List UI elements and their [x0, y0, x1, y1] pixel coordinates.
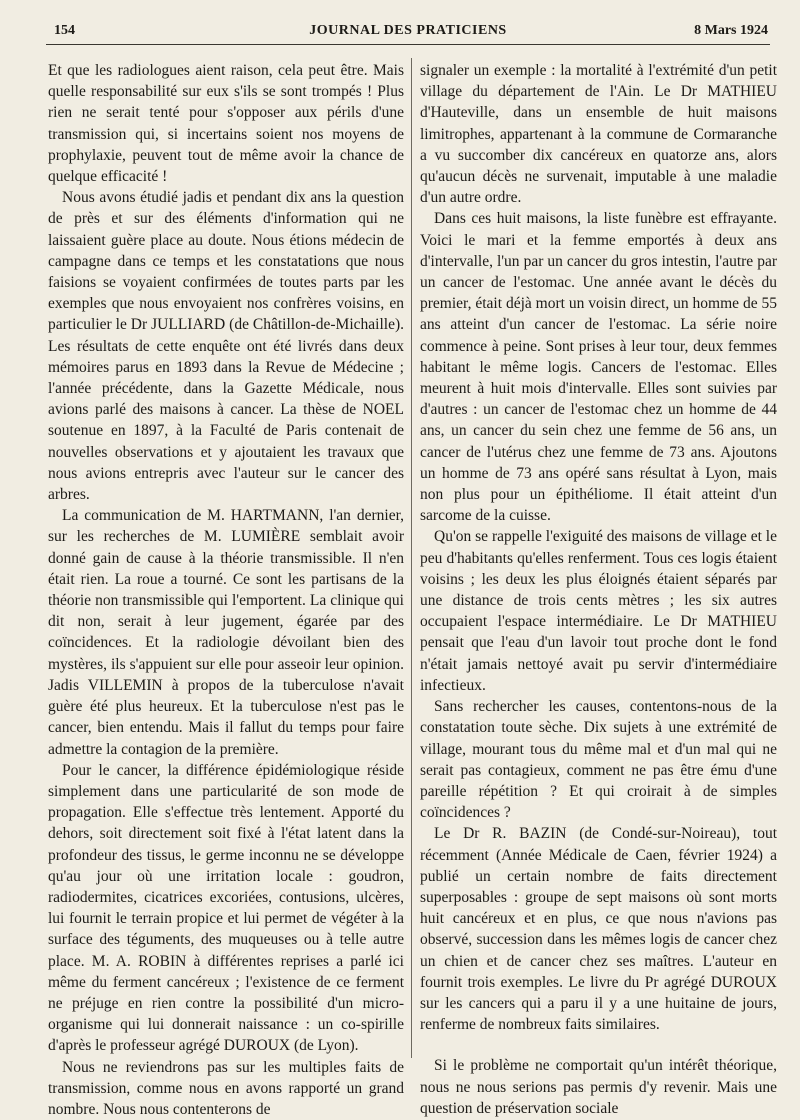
left-column: [48, 60, 404, 1118]
paragraph: Nous ne reviendrons pas sur les multiples faits de transmission, comme nous en avons rapporté un grand nombre. Nous nous contenterons de: [48, 1058, 404, 1118]
paragraph: Nous avons étudié jadis et pendant dix ans la question de près et sur des éléments d'information qui ne laissaient guère place au doute. Nous étions médecin de campagne dans ce temps et les constatations que nous faisions se voyaient confirmées de toutes parts par les exemples que nous envoyaient nos confrères voisins, en particulier le Dr JULLIARD (de Châtillon-de-Michaille). Les résultats de cette enquête ont été livrés dans deux mémoires parus en 1893 dans la Revue de Médecine ; l'année précédente, dans la Gazette Médicale, nous avions parlé des maisons à cancer. La thèse de NOEL soutenue en 1897, à la Faculté de Paris contenait de nouvelles observations et y ajoutaient les travaux que nous avions entrepris avec l'auteur sur le cancer des arbres.: [48, 189, 404, 504]
paragraph: Pour le cancer, la différence épidémiologique réside simplement dans une particularité de son mode de propagation. Elle s'effectue très lentement. Apporté du dehors, soit directement soit fixé à l'état latent dans la profondeur des tissus, le germe inconnu ne se développe qu'au jour où une irritation locale : goudron, radiodermites, cicatrices excoriées, contusions, ulcères, lui fournit le terrain propice et lui permet de végéter à la surface des téguments, des muqueuses ou à telle autre place. M. A. ROBIN à différentes reprises a parlé ici même du ferment cancéreux ; l'existence de ce ferment ne préjuge en rien contre la possibilité d'un micro-organisme qui lui donnerait naissance : un co-spirille d'après le professeur agrégé DUROUX (de Lyon).: [48, 761, 404, 1055]
paragraph: Dans ces huit maisons, la liste funèbre est effrayante. Voici le mari et la femme emportés à deux ans d'intervalle, l'un par un cancer du gros intestin, l'autre par un cancer de l'estomac. Une année avant le décès du premier, était déjà mort un voisin direct, un homme de 55 ans atteint d'un cancer de l'estomac. La série noire commence à peine. Sont prises à leur tour, deux femmes habitant le même logis. Cancers de l'estomac. Elles meurent à huit mois d'intervalle. Elles sont suivies par d'autres : un cancer de l'estomac chez un homme de 44 ans, un cancer du sein chez une femme de 56 ans, un cancer de l'utérus chez une femme de 73 ans. Ajoutons un homme de 73 ans opéré sans résultat à Lyon, mais non plus pour un épithéliome. Il était atteint d'un sarcome de la cuisse.: [420, 210, 777, 525]
journal-title: JOURNAL DES PRATICIENS: [309, 23, 507, 38]
column-divider: [411, 58, 412, 1058]
paragraph: Sans rechercher les causes, contentons-nous de la constatation toute sèche. Dix sujets à une extrémité de village, mourant tous du même mal et d'un mal qui ne serait pas contagieux, comment ne pas être ému d'une pareille répétition ? Et qui croirait à de simples coïncidences ?: [420, 698, 777, 822]
paragraph: signaler un exemple : la mortalité à l'extrémité d'un petit village du département de l'Ain. Le Dr MATHIEU d'Hauteville, dans un ensemble de huit maisons limitrophes, appartenant à la commune de Cormaranche a vu succomber dix cancéreux en quatorze ans, alors qu'aucun décès ne survenait, imputable à une maladie d'un autre ordre.: [420, 62, 777, 207]
paragraph: Et que les radiologues aient raison, cela peut être. Mais quelle responsabilité sur eux s'ils se sont trompés ! Plus rien ne serait tenté pour s'opposer aux périls d'une transmission qui, si incertains soient nos moyens de prophylaxie, peuvent tout de même avoir la chance de quelque efficacité !: [48, 62, 404, 186]
page-header: [46, 20, 770, 45]
page-number: 154: [54, 23, 75, 38]
paragraph: Qu'on se rappelle l'exiguité des maisons de village et le peu d'habitants qu'elles renferment. Tous ces logis étaient voisins ; les deux les plus éloignés étaient séparés par une distance de trois cents mètres ; les six autres occupaient l'espace intermédiaire. Le Dr MATHIEU pensait que l'eau d'un lavoir tout proche dont le fond n'était jamais nettoyé avait pu servir d'intermédiaire infectieux.: [420, 528, 777, 694]
right-column: [420, 60, 777, 1117]
issue-date: 8 Mars 1924: [694, 23, 768, 38]
paragraph: Le Dr R. BAZIN (de Condé-sur-Noireau), tout récemment (Année Médicale de Caen, février 1924) a publié un certain nombre de faits directement superposables : groupe de sept maisons où sont morts huit cancéreux et en plus, ce que nous n'avions pas observé, succession dans les mêmes logis de cancer chez un chien et de cancer chez ses maîtres. L'auteur en fournit trois exemples. Le livre du Pr agrégé DUROUX sur les cancers qui a paru il y a une huitaine de jours, renferme de nombreux faits similaires.: [420, 825, 777, 1034]
paragraph: La communication de M. HARTMANN, l'an dernier, sur les recherches de M. LUMIÈRE semblait avoir donné gain de cause à la théorie transmissible. Il n'en était rien. La roue a tourné. Ce sont les partisans de la théorie non transmissible qui l'emportent. La clinique qui dit non, serait à leur jugement, égarée par des coïncidences. Et la radiologie dévoilant bien des mystères, ils s'appuient sur elle pour asseoir leur opinion. Jadis VILLEMIN à propos de la tuberculose n'avait guère été plus heureux. Et la tuberculose n'est pas le cancer, bien entendu. Mais il fallut du temps pour faire admettre la contagion de la première.: [48, 507, 404, 758]
paragraph: Si le problème ne comportait qu'un intérêt théorique, nous ne nous serions pas permis d'y revenir. Mais une question de préservation sociale: [420, 1057, 777, 1117]
